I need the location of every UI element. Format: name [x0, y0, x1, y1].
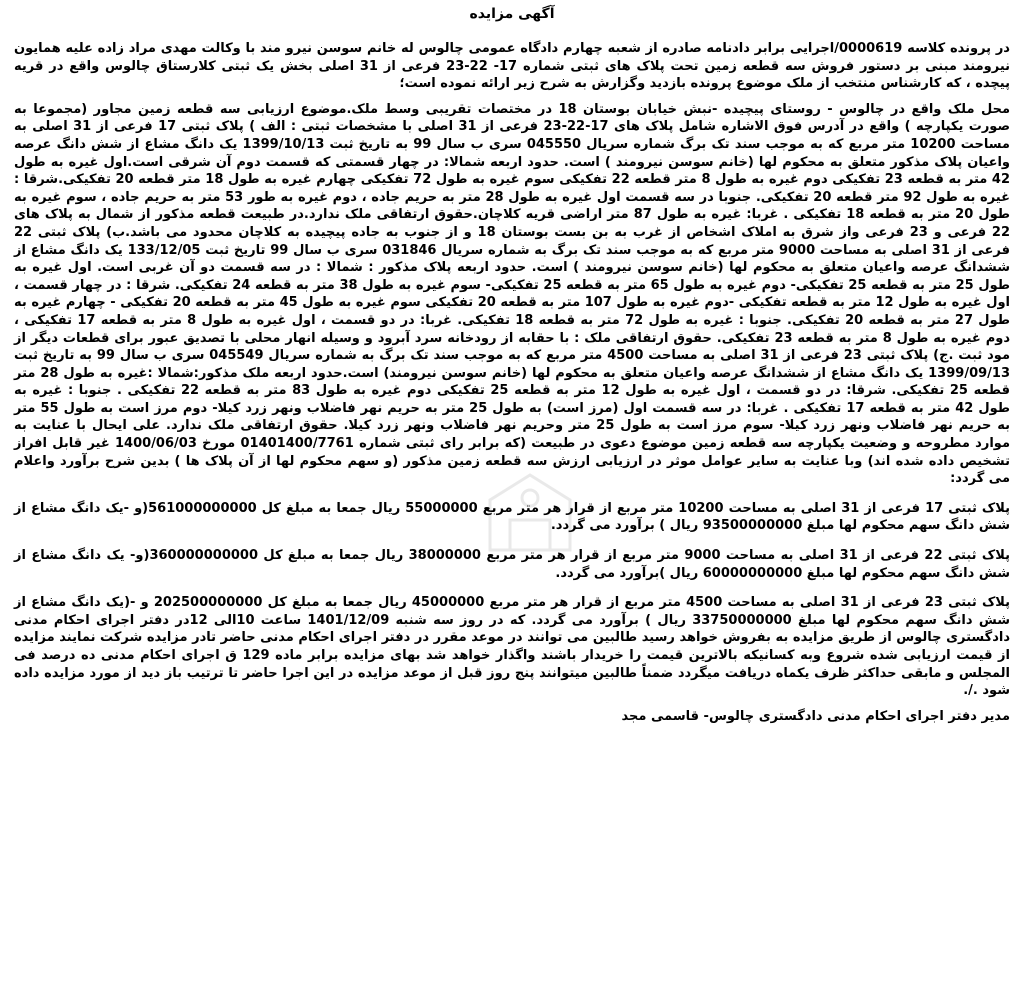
notice-title: آگهی مزایده	[469, 6, 555, 22]
signature-line: مدیر دفتر اجرای احکام مدنی دادگستری چالوس- قاسمی مجد	[621, 708, 1010, 724]
property-description-paragraph: محل ملک واقع در چالوس - روستای پیچیده -نبش خیابان بوستان 18 در مختصات تقریبی وسط ملک.موضوع ارزیابی سه قطعه زمین مجاور (مجموعا به صورت یکپارچه ) واقع در آدرس فوق الاشاره شامل پلاک های 17-22-23 فرعی از 31 اصلی با مشخصات ثبتی : الف ) پلاک ثبتی 17 فرعی از 31 اصلی به مساحت 10200 متر مربع که به موجب سند تک برگ شماره سریال 045550 سری ب سال 99 به تاریخ ثبت 1399/10/13 یک دانگ مشاع از شش دانگ عرصه واعیان پلاک مذکور متعلق به محکوم لها (خانم سوسن نیرومند ) است. حدود اربعه شمالا: در چهار قسمتی که قسمت دوم آن شرقی است.اول غیره به طول 42 متر به قطعه 23 تفکیکی دوم غیره به طول 8 متر قطعه 22 تفکیکی سوم غیره به طول 72 تفکیکی چهارم غیره به طول 18 متر قطعه 20 تفکیکی.شرقا : غیره به طول 92 متر قطعه 20 تفکیکی. جنوبا در سه قسمت اول غیره به طول 28 متر به حریم جاده ، دوم غیره به طور 53 متر به حریم جاده ، سوم غیره به طول 20 متر به قطعه 18 تفکیکی . غربا: غیره به طول 87 متر اراضی قریه کلاچان.حقوق ارتفاقی ملک ندارد.در طبیعت قطعه مذکور از شمال به پلاک های 22 فرعی و 23 فرعی واز شرق به املاک اشخاص از غرب به بن بست بوستان 18 و از جنوب به جاده پیچیده به کلاچان محدود می باشد.ب) پلاک ثبتی 22 فرعی از 31 اصلی به مساحت 9000 متر مربع که به موجب سند تک برگ به شماره سریال 031846 سری ب سال 99 تاریخ ثبت 133/12/05 یک دانگ مشاع از ششدانگ عرصه واعیان متعلق به محکوم لها (خانم سوسن نیرومند ) است. حدود اربعه پلاک مذکور : شمالا : در سه قسمت دو آن غربی است. اول غیره به طول 25 متر به قطعه 25 تفکیکی- دوم غیره به طول 65 متر به قطعه 25 تفکیکی- سوم غیره به طول 38 متر به قطعه 24 تفکیکی. شرقا : در چهار قسمت ، اول غیره به طول 12 متر به قطعه تفکیکی -دوم غیره به طول 107 متر به قطعه 20 تفکیکی سوم غیره به طول 45 متر به قطعه 20 تفکیکی - چهارم غیره به طول 27 متر به قطعه 20 تفکیکی. جنوبا : غیره به طول 72 متر به قطعه 18 تفکیکی. غربا: در دو قسمت ، اول غیره به طول 8 متر به قطعه 17 تفکیکی ، دوم غیره به طول 8 متر به قطعه 23 تفکیکی. حقوق ارتفاقی ملک : با حقابه از رودخانه سرد آبرود و وسیله انهار محلی با تصدیق عبور برای قطعات دیگر از مود ثبت .ج) پلاک ثبتی 23 فرعی از 31 اصلی به مساحت 4500 متر مربع که به موجب سند تک برگ به شماره سریال 045549 سری ب سال 99 به تاریخ ثبت 1399/09/13 یک دانگ مشاع از ششدانگ عرصه واعیان متعلق به محکوم لها (خانم سوسن نیرومند) است.حدود اربعه ملک مذکور:شمالا :غیره به طول 28 متر قطعه 25 تفکیکی. شرقا: در دو قسمت ، اول غیره به طول 12 متر به قطعه 25 تفکیکی دوم غیره به طول 83 متر به قطعه 22 تفکیکی . جنوبا : غیره به طول 42 متر به قطعه 17 تفکیکی . غربا: در سه قسمت اول (مرز است) به طول 25 متر به حریم نهر فاضلاب ونهر زرد کیلا- دوم مرز است به طول 55 متر به حریم نهر فاضلاب ونهر زرد کیلا- سوم مرز است به طول 25 متر وحریم نهر فاضلاب ونهر زرد کیلا. حقوق ارتفاقی ملک ندارد. علی ایحال با عنایت به موارد مطروحه و وضعیت یکپارچه سه قطعه زمین موضوع دعوی در طبیعت (که برابر رای ثبتی شماره 01401400/7761 مورخ 1400/06/03 غیر قابل افراز تشخیص داده شده اند) وبا عنایت به سایر عوامل موثر در ارزیابی ارزش سه قطعه زمین مذکور (و سهم محکوم لها از آن پلاک ها ) بدین شرح برآورد واعلام می گردد:	[14, 101, 1011, 487]
plot-22-valuation-paragraph: پلاک ثبتی 22 فرعی از 31 اصلی به مساحت 9000 متر مربع از قرار هر متر مربع 38000000 ریال جمعا به مبلغ کل 360000000000(و- یک دانگ مشاع از شش دانگ سهم محکوم لها مبلغ 60000000000 ریال )برآورد می گردد.	[14, 548, 1010, 581]
plot-23-valuation-paragraph: پلاک ثبتی 23 فرعی از 31 اصلی به مساحت 4500 متر مربع از قرار هر متر مربع 45000000 ریال جمعا به مبلغ کل 202500000000 و -(یک دانگ مشاع از شش دانگ سهم محکوم لها مبلغ 33750000000 ریال ) برآورد می گردد. که در روز سه شنبه 1401/12/09 ساعت 10الی 12در دفتر اجرای احکام مدنی دادگستری چالوس از طریق مزایده به بفروش خواهد رسید طالبین می توانند در موعد مقرر در دفتر اجرای احکام مدنی حاضر تادر مزایده شرکت نمایند مزایده از قیمت ارزیابی شده شروع وبه کسانیکه بالاترین قیمت را خریدار باشند واگذار خواهد شد بهای مزایده برابر ماده 129 ق اجرای احکام مدنی ده درصد فی المجلس و مابقی حداکثر ظرف یکماه دریافت میگردد ضمناً طالبین میتوانند پنج روز قبل از موعد مزایده در این اجرا حاضر تا ترتیب باز دید از مورد مزایده داده شود ./.	[14, 595, 1011, 699]
plot-17-valuation-paragraph: پلاک ثبتی 17 فرعی از 31 اصلی به مساحت 10200 متر مربع از قرار هر متر مربع 55000000 ریال جمعا به مبلغ کل 561000000000(و -یک دانگ مشاع از شش دانگ سهم محکوم لها مبلغ 93500000000 ریال ) برآورد می گردد.	[14, 500, 1010, 534]
intro-paragraph: در پرونده کلاسه 0000619/اجرایی برابر دادنامه صادره از شعبه چهارم دادگاه عمومی چالوس له خانم سوسن نیرو مند با وکالت مهدی مراد زاده علیه همایون نیرومند مبنی بر دستور فروش سه قطعه زمین تحت پلاک های ثبتی شماره 17- 22-23 فرعی از 31 اصلی بخش یک ثبتی کلارستاق چالوس واقع در قریه پیچده ، که کارشناس منتخب از ملک موضوع پرونده بازدید وگزارش به شرح زیر ارائه نموده است؛	[14, 41, 1011, 92]
